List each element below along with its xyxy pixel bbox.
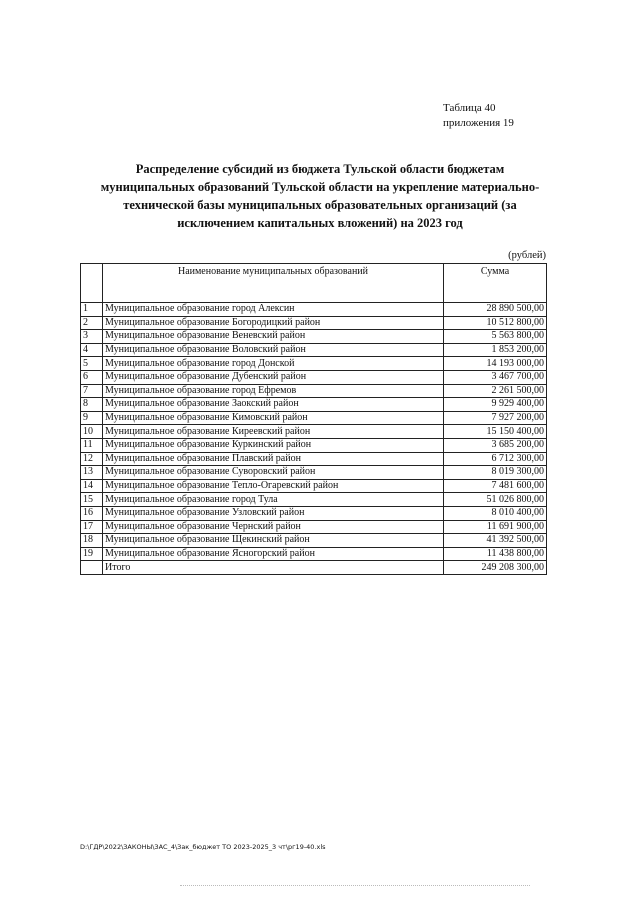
row-sum: 51 026 800,00 <box>444 493 547 507</box>
currency-unit: (рублей) <box>508 250 546 261</box>
table-row <box>81 316 547 330</box>
table-row <box>81 466 547 480</box>
appendix-number: приложения 19 <box>443 117 514 129</box>
table-row <box>81 547 547 561</box>
table-row <box>81 398 547 412</box>
row-number: 19 <box>81 547 103 561</box>
row-number: 8 <box>81 398 103 412</box>
row-name: Муниципальное образование Воловский район <box>103 343 444 357</box>
row-number: 10 <box>81 425 103 439</box>
row-sum: 9 929 400,00 <box>444 398 547 412</box>
row-number: 18 <box>81 534 103 548</box>
row-sum: 15 150 400,00 <box>444 425 547 439</box>
row-name: Муниципальное образование Веневский район <box>103 330 444 344</box>
table-row <box>81 425 547 439</box>
header-sum: Сумма <box>444 264 547 303</box>
row-number: 13 <box>81 466 103 480</box>
table-reference <box>443 101 514 131</box>
header-number <box>81 264 103 303</box>
row-number: 11 <box>81 438 103 452</box>
row-name: Муниципальное образование Дубенский район <box>103 370 444 384</box>
row-sum: 8 010 400,00 <box>444 506 547 520</box>
table-row <box>81 303 547 317</box>
table-row <box>81 343 547 357</box>
row-sum: 3 467 700,00 <box>444 370 547 384</box>
row-sum: 10 512 800,00 <box>444 316 547 330</box>
row-name: Муниципальное образование Тепло-Огаревский район <box>103 479 444 493</box>
table-row <box>81 493 547 507</box>
table-row <box>81 384 547 398</box>
row-name: Муниципальное образование Киреевский район <box>103 425 444 439</box>
row-name: Муниципальное образование Ясногорский район <box>103 547 444 561</box>
row-name: Муниципальное образование Щекинский район <box>103 534 444 548</box>
row-sum: 7 481 600,00 <box>444 479 547 493</box>
row-number: 4 <box>81 343 103 357</box>
row-name: Муниципальное образование Узловский район <box>103 506 444 520</box>
row-number: 1 <box>81 303 103 317</box>
table-row <box>81 330 547 344</box>
row-name: Муниципальное образование город Ефремов <box>103 384 444 398</box>
row-name: Муниципальное образование Чернский район <box>103 520 444 534</box>
row-sum: 1 853 200,00 <box>444 343 547 357</box>
table-row <box>81 452 547 466</box>
row-name: Муниципальное образование Кимовский район <box>103 411 444 425</box>
row-name: Муниципальное образование город Алексин <box>103 303 444 317</box>
row-number: 3 <box>81 330 103 344</box>
title-line: Распределение субсидий из бюджета Тульской области бюджетам <box>135 162 505 176</box>
title-line: муниципальных образований Тульской области на укрепление материально- <box>100 180 540 194</box>
row-name: Муниципальное образование Богородицкий район <box>103 316 444 330</box>
table-row <box>81 520 547 534</box>
scan-artifact-line <box>180 885 530 886</box>
row-sum: 11 438 800,00 <box>444 547 547 561</box>
row-sum: 5 563 800,00 <box>444 330 547 344</box>
row-name: Муниципальное образование город Тула <box>103 493 444 507</box>
row-number: 12 <box>81 452 103 466</box>
row-name: Муниципальное образование город Донской <box>103 357 444 371</box>
table-row <box>81 438 547 452</box>
row-sum: 28 890 500,00 <box>444 303 547 317</box>
row-name: Муниципальное образование Заокский район <box>103 398 444 412</box>
total-row <box>81 561 547 575</box>
row-number: 14 <box>81 479 103 493</box>
row-sum: 7 927 200,00 <box>444 411 547 425</box>
row-number: 6 <box>81 370 103 384</box>
row-number: 9 <box>81 411 103 425</box>
title-line: технической базы муниципальных образовательных организаций (за <box>123 198 517 212</box>
row-sum: 8 019 300,00 <box>444 466 547 480</box>
row-sum: 41 392 500,00 <box>444 534 547 548</box>
file-path: D:\ГДР\2022\ЗАКОНЫ\ЗАС_4\Зак_бюджет ТО 2023-2025_3 чт\рг19-40.xls <box>80 843 326 851</box>
total-label: Итого <box>103 561 444 575</box>
table-number: Таблица 40 <box>443 102 496 114</box>
total-number <box>81 561 103 575</box>
row-number: 17 <box>81 520 103 534</box>
row-sum: 14 193 000,00 <box>444 357 547 371</box>
row-number: 7 <box>81 384 103 398</box>
table-row <box>81 370 547 384</box>
table-row <box>81 479 547 493</box>
row-sum: 2 261 500,00 <box>444 384 547 398</box>
table-row <box>81 534 547 548</box>
subsidy-table <box>80 263 547 575</box>
row-name: Муниципальное образование Суворовский район <box>103 466 444 480</box>
row-number: 15 <box>81 493 103 507</box>
row-sum: 11 691 900,00 <box>444 520 547 534</box>
title-line: исключением капитальных вложений) на 2023 год <box>177 216 463 230</box>
row-sum: 6 712 300,00 <box>444 452 547 466</box>
row-number: 2 <box>81 316 103 330</box>
row-number: 16 <box>81 506 103 520</box>
total-sum: 249 208 300,00 <box>444 561 547 575</box>
row-name: Муниципальное образование Плавский район <box>103 452 444 466</box>
table-row <box>81 411 547 425</box>
table-header-row <box>81 264 547 303</box>
row-number: 5 <box>81 357 103 371</box>
table-row <box>81 506 547 520</box>
header-name: Наименование муниципальных образований <box>103 264 444 303</box>
document-title <box>80 160 560 232</box>
row-sum: 3 685 200,00 <box>444 438 547 452</box>
table-body <box>81 303 547 561</box>
row-name: Муниципальное образование Куркинский район <box>103 438 444 452</box>
table-row <box>81 357 547 371</box>
